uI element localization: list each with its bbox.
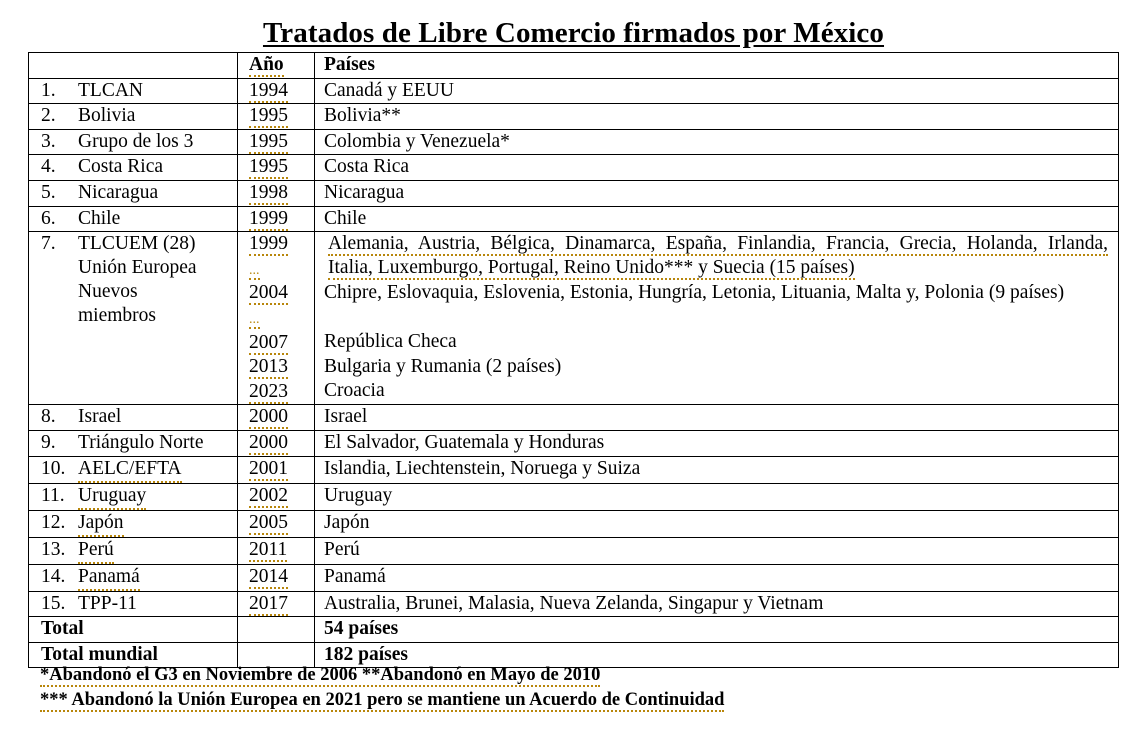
agreement-year: 1999	[249, 207, 288, 229]
row-number: 3.	[41, 130, 56, 152]
agreement-name: Bolivia	[78, 105, 136, 127]
table-row	[29, 129, 1119, 155]
row-number: 13.	[41, 538, 66, 560]
eu-years-cell	[238, 232, 315, 405]
total-value: 54 países	[315, 617, 1119, 643]
table-row	[29, 405, 1119, 431]
agreement-name: Triángulo Norte	[78, 431, 204, 453]
eu-2007-members: República Checa	[324, 331, 457, 353]
agreement-year: 1995	[249, 156, 288, 178]
header-year: Año	[238, 53, 315, 79]
agreement-year: 2011	[249, 538, 288, 560]
table-row	[29, 591, 1119, 617]
agreement-countries: Uruguay	[315, 483, 1119, 510]
eu-name-line: miembros	[78, 305, 156, 327]
header-countries: Países	[315, 53, 1119, 79]
row-number: 15.	[41, 592, 66, 614]
agreement-countries: Canadá y EEUU	[315, 78, 1119, 104]
eu-founding-members: Alemania, Austria, Bélgica, Dinamarca, España, Finlandia, Francia, Grecia, Holanda, Irlanda, Italia, Luxemburgo, Portugal, Reino Unido*** y Suecia (15 países)	[328, 233, 1108, 279]
agreement-name: Japón	[78, 511, 124, 537]
eu-name-line: TLCUEM (28)	[78, 233, 196, 255]
row-number: 12.	[41, 511, 66, 533]
agreement-year: 2023	[249, 380, 288, 402]
table-row-eu	[29, 232, 1119, 405]
table-row	[29, 104, 1119, 130]
agreement-countries: Bolivia**	[315, 104, 1119, 130]
table-row	[29, 180, 1119, 206]
agreement-countries: Costa Rica	[315, 155, 1119, 181]
year-ellipsis: ...	[249, 311, 260, 327]
eu-2013-members: Bulgaria y Rumania (2 países)	[324, 355, 562, 377]
table-row	[29, 510, 1119, 537]
agreement-year: 2007	[249, 331, 288, 353]
row-number: 11.	[41, 484, 65, 506]
agreement-year: 1999	[249, 233, 288, 255]
row-number: 9.	[41, 431, 56, 453]
world-total-label: Total mundial	[29, 642, 238, 668]
agreement-year: 2002	[249, 484, 288, 506]
header-agreement	[29, 53, 238, 79]
agreement-name: AELC/EFTA	[78, 457, 182, 483]
agreement-name: Costa Rica	[78, 156, 164, 178]
agreement-countries: Islandia, Liechtenstein, Noruega y Suiza	[315, 456, 1119, 483]
row-number: 5.	[41, 181, 56, 203]
row-number: 6.	[41, 207, 56, 229]
agreement-name: Nicaragua	[78, 181, 159, 203]
eu-agreement-cell	[29, 232, 238, 405]
agreement-name: TPP-11	[78, 592, 137, 614]
agreement-name	[78, 232, 197, 328]
row-number: 14.	[41, 565, 66, 587]
agreement-name: Grupo de los 3	[78, 130, 194, 152]
agreement-name: TLCAN	[78, 79, 143, 101]
world-total-value: 182 países	[315, 642, 1119, 668]
agreement-year: 2014	[249, 565, 288, 587]
agreement-year: 2004	[249, 282, 288, 304]
table-row	[29, 537, 1119, 564]
row-number: 2.	[41, 105, 56, 127]
agreement-countries: El Salvador, Guatemala y Honduras	[315, 430, 1119, 456]
agreement-countries: Colombia y Venezuela*	[315, 129, 1119, 155]
document-title: Tratados de Libre Comercio firmados por México	[262, 17, 885, 49]
table-row	[29, 456, 1119, 483]
agreement-year: 2013	[249, 356, 288, 378]
eu-2004-members: Chipre, Eslovaquia, Eslovenia, Estonia, Hungría, Letonia, Lituania, Malta y, Polonia (9 países)	[324, 282, 1065, 304]
agreement-countries: Israel	[315, 405, 1119, 431]
table-row	[29, 78, 1119, 104]
agreement-countries: Nicaragua	[315, 180, 1119, 206]
agreement-year: 1994	[249, 79, 288, 101]
agreement-year: 2000	[249, 406, 288, 428]
agreement-year: 1998	[249, 181, 288, 203]
footnote-2: *** Abandonó la Unión Europea en 2021 pero se mantiene un Acuerdo de Continuidad	[40, 690, 725, 710]
agreement-name: Chile	[78, 207, 121, 229]
agreement-countries: Panamá	[315, 564, 1119, 591]
agreement-year: 2001	[249, 457, 288, 479]
agreement-name: Panamá	[78, 565, 140, 591]
agreement-year: 2005	[249, 511, 288, 533]
table-header-row	[29, 53, 1119, 79]
table-row	[29, 155, 1119, 181]
agreement-countries: Australia, Brunei, Malasia, Nueva Zelanda, Singapur y Vietnam	[315, 591, 1119, 617]
agreement-countries: Chile	[315, 206, 1119, 232]
agreement-countries: Japón	[315, 510, 1119, 537]
row-number: 1.	[41, 79, 56, 101]
eu-name-line: Nuevos	[78, 281, 138, 303]
row-number: 7.	[41, 233, 56, 255]
agreement-name: Uruguay	[78, 484, 146, 510]
trade-agreements-table	[28, 52, 1119, 668]
agreement-countries: Perú	[315, 537, 1119, 564]
eu-name-line: Unión Europea	[78, 257, 197, 279]
total-row	[29, 617, 1119, 643]
eu-countries-cell	[315, 232, 1119, 405]
agreement-year: 1995	[249, 130, 288, 152]
table-row	[29, 430, 1119, 456]
agreement-year: 2017	[249, 592, 288, 614]
row-number: 4.	[41, 156, 56, 178]
footnote-1: *Abandonó el G3 en Noviembre de 2006 **Abandonó en Mayo de 2010	[40, 665, 601, 685]
agreement-name: Israel	[78, 406, 122, 428]
agreement-name: Perú	[78, 538, 114, 564]
total-label: Total	[29, 617, 238, 643]
eu-2023-members: Croacia	[324, 380, 385, 402]
table-row	[29, 206, 1119, 232]
year-ellipsis: ...	[249, 262, 260, 278]
table-row	[29, 564, 1119, 591]
agreement-year: 1995	[249, 105, 288, 127]
world-total-row	[29, 642, 1119, 668]
row-number: 8.	[41, 406, 56, 428]
agreement-year: 2000	[249, 431, 288, 453]
row-number: 10.	[41, 457, 66, 479]
table-row	[29, 483, 1119, 510]
